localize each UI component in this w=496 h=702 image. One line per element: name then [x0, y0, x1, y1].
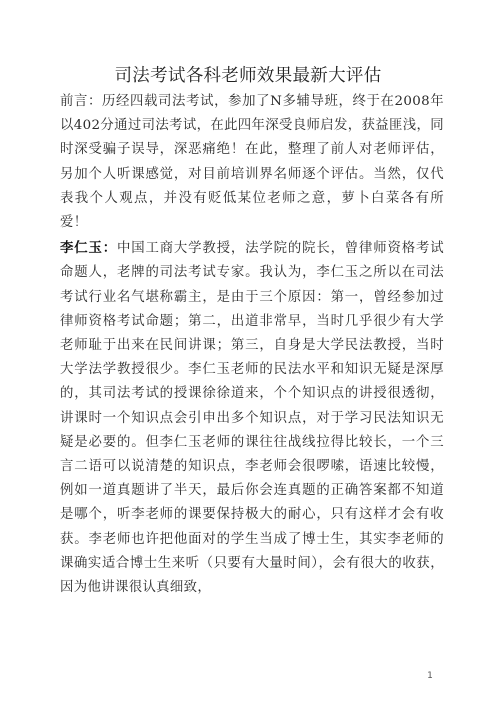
page-number-label: 1: [427, 671, 433, 681]
section-text: 中国工商大学教授，法学院的院长，曾律师资格考试命题人，老牌的司法考试专家。我认为，李仁玉之所以在司法考试行业名气堪称霸主，是由于三个原因：第一，曾经参加过律师资格考试命题；第二，出道非常早，当时几乎很少有大学老师耻于出来在民间讲课；第三，自身是大学民法教授，当时大学法学教授很少。李仁玉老师的民法水平和知识无疑是深厚的，其司法考试的授课徐徐道来，个个知识点的讲授很透彻，讲课时一个知识点会引申出多个知识点，对于学习民法知识无疑是必要的。但李仁玉老师的课往往战线拉得比较长，一个三言二语可以说清楚的知识点，李老师会很啰嗦，语速比较慢，例如一道真题讲了半天，最后你会连真题的正确答案都不知道是哪个，听李老师的课要保持极大的耐心，只有这样才会有收获。李老师也许把他面对的学生当成了博士生，其实李老师的课确实适合博士生来听（只要有大量时间），会有很大的收获，因为他讲课很认真细致，: [60, 241, 444, 596]
document-body: [60, 90, 444, 600]
teacher-name: 李仁玉：: [60, 241, 117, 257]
section-paragraph: [60, 237, 444, 600]
page-number: [0, 671, 496, 681]
preface-paragraph: 前言：历经四载司法考试，参加了N多辅导班，终于在2008年以402分通过司法考试，在此四年深受良师启发，获益匪浅，同时深受骗子误导，深恶痛绝！在此，整理了前人对老师评估，另加个人听课感觉，对目前培训界名师逐个评估。当然，仅代表我个人观点，并没有贬低某位老师之意，萝卜白菜各有所爱！: [60, 94, 444, 231]
document-title: 司法考试各科老师效果最新大评估: [114, 66, 382, 86]
